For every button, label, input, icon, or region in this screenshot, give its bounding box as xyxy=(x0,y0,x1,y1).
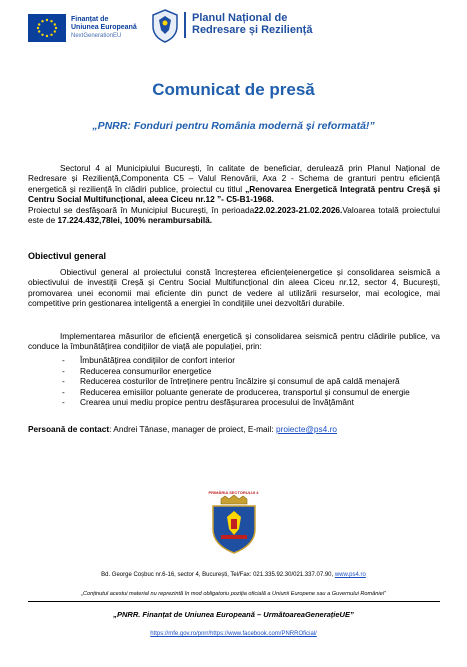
pnrr-line-1: Planul Național de xyxy=(192,12,288,24)
list-item: - Reducerea costurilor de întreținere pentru încălzire și consumul de apă caldă menajeră xyxy=(62,376,410,387)
page-title: Comunicat de presă xyxy=(152,80,315,99)
eu-flag-icon xyxy=(28,14,66,42)
pnrr-divider xyxy=(184,12,186,38)
eu-logo-text xyxy=(71,16,137,40)
value-label: Valoarea totală proiectului este de xyxy=(28,205,440,226)
address-text: Bd. George Coșbuc nr.6-16, sector 4, București, Tel/Fax: 021.335.92.30/021.337.07.90, xyxy=(101,572,335,578)
page-subtitle: „PNRR: Fonduri pentru România modernă și reformată!” xyxy=(92,120,375,132)
period-value: 22.02.2023-21.02.2026. xyxy=(254,205,343,215)
website-link[interactable]: www.ps4.ro xyxy=(334,572,366,578)
contact-email-link[interactable]: proiecte@ps4.ro xyxy=(275,424,337,434)
pnrr-title xyxy=(192,12,312,36)
list-item: - Reducerea emisiilor poluante generate de producerea, transportul și consumul de energie xyxy=(62,387,410,398)
footer-divider xyxy=(28,601,440,602)
list-item: - Îmbunătățirea condițiilor de confort interior xyxy=(62,355,410,366)
address-line xyxy=(0,572,467,578)
pnrr-line-2: Redresare și Reziliență xyxy=(192,24,313,36)
objective-heading: Obiectivul general xyxy=(28,251,107,261)
sector4-crest-icon xyxy=(207,495,261,555)
measures-list xyxy=(62,355,410,408)
crest-label: PRIMĂRIA SECTORULUI 4 xyxy=(208,490,259,495)
value-amount: 17.224.432,78lei, 100% nerambursabilă. xyxy=(57,215,213,226)
intro-paragraph-2 xyxy=(28,205,440,226)
objective-paragraph: Obiectivul general al proiectului constă încreșterea eficiențeienergetice și consolidarea seismică a obiectivului de investiții Creșă și Centru Social Multifuncțional din aleea Ciceu nr.12, sector 4, București, promovarea unei economii mai eficiente din punct de vedere al utilizării resurselor, mai ecologice, mai competitive prin gestionarea inteligentă a energiei în condițiile unei dezvoltări durabile. xyxy=(28,267,440,309)
footer-links-text[interactable]: https://mfe.gov.ro/pnrr/https://www.facebook.com/PNRROficial/ xyxy=(150,631,317,637)
contact-text: : Andrei Tănase, manager de proiect, E-mail: xyxy=(109,424,276,434)
period-label: Proiectul se desfășoară în Municipiul București, în perioada xyxy=(28,205,255,215)
contact-line xyxy=(28,424,337,434)
list-item: - Reducerea consumurilor energetice xyxy=(62,366,410,377)
project-title: „Renovarea Energetică Integrată pentru Creșă și Centru Social Multifuncțional, aleea Ciceu nr.12 ”- C5-B1-1968. xyxy=(28,183,440,205)
eu-logo xyxy=(28,12,140,44)
eu-line-3: NextGenerationEU xyxy=(71,33,122,39)
eu-line-1: Finanțat de xyxy=(71,16,109,23)
eu-line-2: Uniunea Europeană xyxy=(71,24,137,31)
contact-label: Persoană de contact xyxy=(28,424,110,434)
footer-links xyxy=(0,631,467,637)
list-item: - Crearea unui mediu propice pentru desfășurarea procesului de învățământ xyxy=(62,397,410,408)
government-crest-icon xyxy=(150,8,180,44)
intro-paragraph-1 xyxy=(28,163,440,205)
disclaimer: „Conținutul acestui material nu reprezintă în mod obligatoriu poziția oficială a Uniunii Europene sau a Guvernului României” xyxy=(81,591,386,597)
footer-slogan: „PNRR. Finanțat de Uniunea Europeană – UrmătoareaGenerațieUE” xyxy=(113,610,354,619)
intro-text: Sectorul 4 al Municipiului București, în calitate de beneficiar, derulează prin Planul Național de Redresare și Reziliență,Componenta C5 – Valul Renovării, Axa 2 - Schema de granturi pentru eficiență energetică și reziliență în clădiri publice, proiectul cu titlul xyxy=(28,163,440,194)
measures-intro: Implementarea măsurilor de eficiență energetică și consolidarea seismică pentru clădirile publice, va conduce la îmbunătățirea condițiilor de viață ale populației, prin: xyxy=(28,331,440,352)
